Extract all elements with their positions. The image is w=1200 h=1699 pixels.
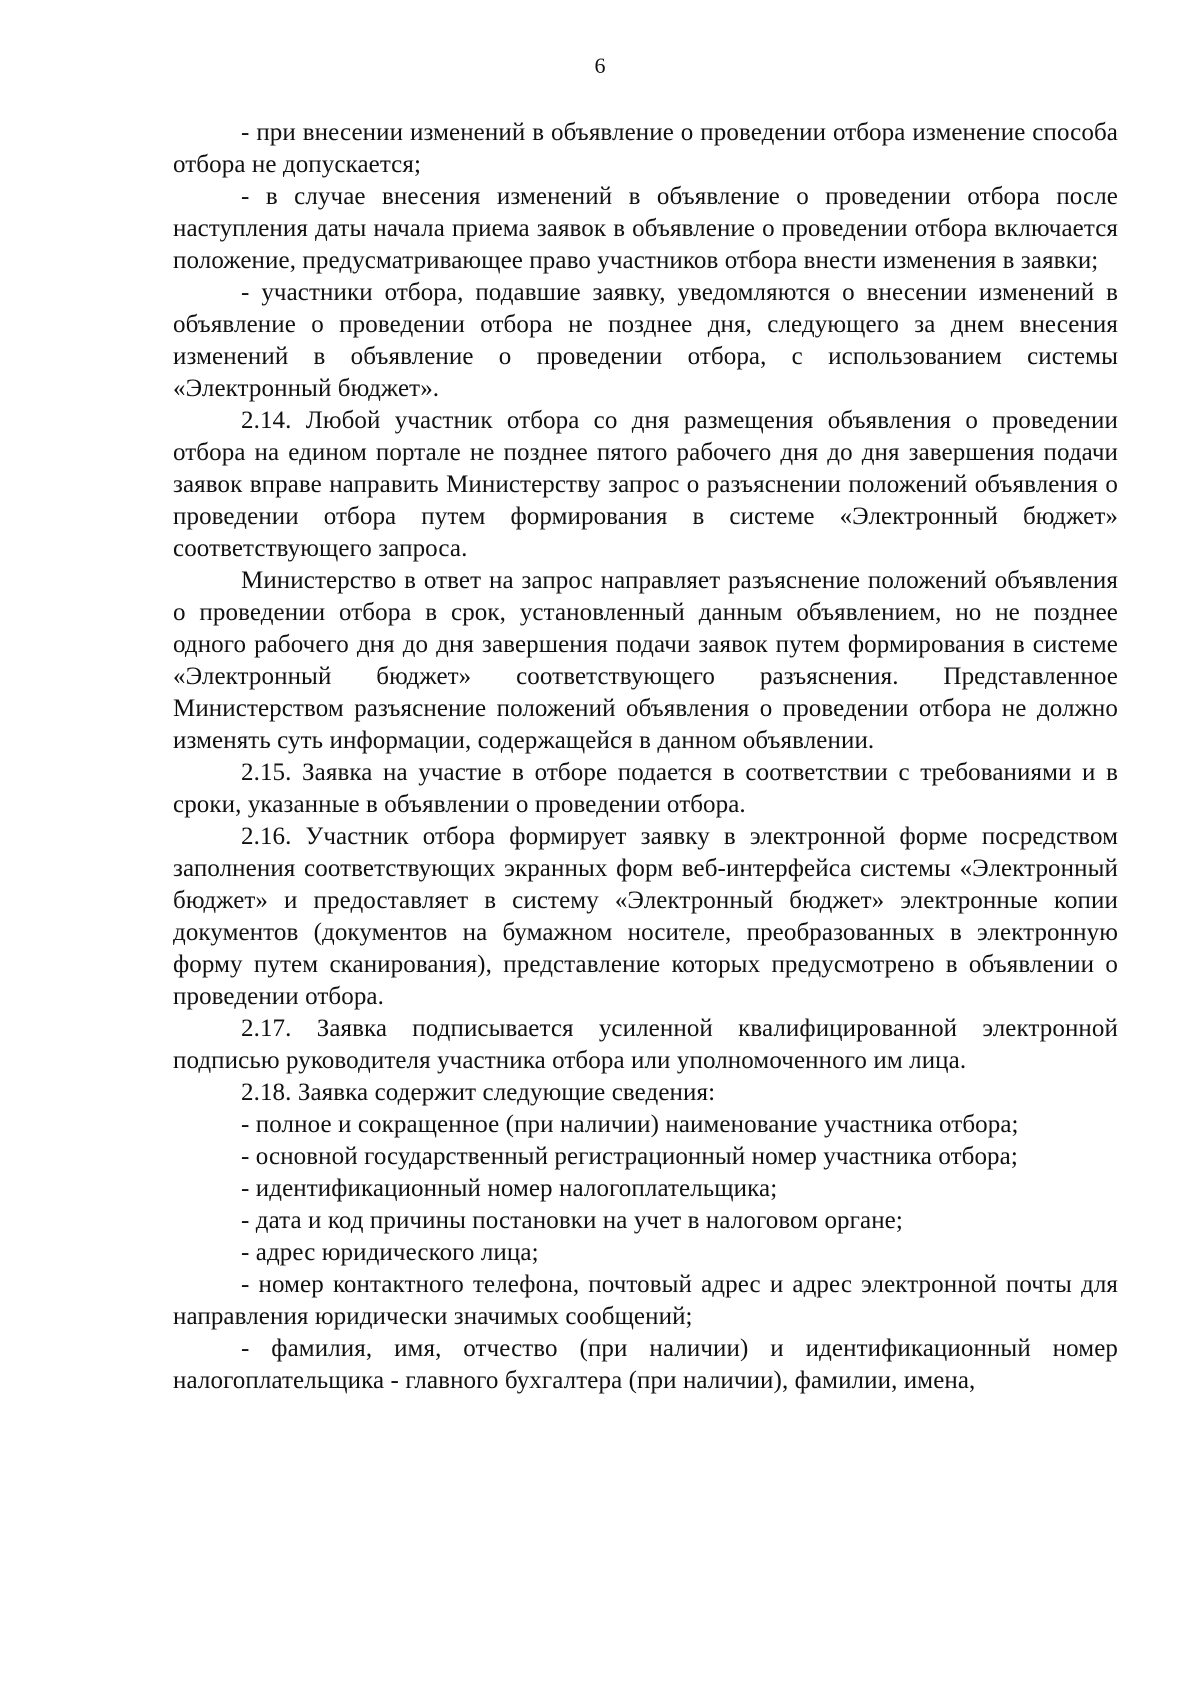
paragraph-2-14: 2.14. Любой участник отбора со дня размещения объявления о проведении отбора на едином портале не позднее пятого рабочего дня до дня завершения подачи заявок вправе направить Министерству запрос о разъяснении положений объявления о проведении отбора путем формирования в системе «Электронный бюджет» соответствующего запроса. [173, 407, 1118, 562]
paragraph-2-16: 2.16. Участник отбора формирует заявку в электронной форме посредством заполнения соответствующих экранных форм веб-интерфейса системы «Электронный бюджет» и предоставляет в систему «Электронный бюджет» электронные копии документов (документов на бумажном носителе, преобразованных в электронную форму путем сканирования), представление которых предусмотрено в объявлении о проведении отбора. [173, 823, 1118, 1010]
document-body [173, 117, 1118, 1397]
paragraph-2: - в случае внесения изменений в объявление о проведении отбора после наступления даты начала приема заявок в объявление о проведении отбора включается положение, предусматривающее право участников отбора внести изменения в заявки; [173, 183, 1118, 274]
list-item-accountant: - фамилия, имя, отчество (при наличии) и идентификационный номер налогоплательщика - главного бухгалтера (при наличии), фамилии, имена, [173, 1335, 1118, 1394]
list-item-inn: - идентификационный номер налогоплательщика; [241, 1175, 778, 1202]
list-item-kpp: - дата и код причины постановки на учет в налоговом органе; [241, 1207, 903, 1234]
list-item-ogrn: - основной государственный регистрационный номер участника отбора; [241, 1143, 1018, 1170]
list-item-address: - адрес юридического лица; [241, 1239, 539, 1266]
paragraph-1: - при внесении изменений в объявление о проведении отбора изменение способа отбора не допускается; [173, 119, 1118, 178]
page-number: 6 [594, 53, 606, 78]
list-item-name: - полное и сокращенное (при наличии) наименование участника отбора; [241, 1111, 1019, 1138]
list-item-contacts: - номер контактного телефона, почтовый адрес и адрес электронной почты для направления юридически значимых сообщений; [173, 1271, 1118, 1330]
paragraph-2-17: 2.17. Заявка подписывается усиленной квалифицированной электронной подписью руководителя участника отбора или уполномоченного им лица. [173, 1015, 1118, 1074]
paragraph-2-15: 2.15. Заявка на участие в отборе подается в соответствии с требованиями и в сроки, указанные в объявлении о проведении отбора. [173, 759, 1118, 818]
paragraph-3: - участники отбора, подавшие заявку, уведомляются о внесении изменений в объявление о проведении отбора не позднее дня, следующего за днем внесения изменений в объявление о проведении отбора, с использованием системы «Электронный бюджет». [173, 279, 1118, 402]
paragraph-2-18: 2.18. Заявка содержит следующие сведения: [241, 1079, 716, 1106]
paragraph-ministry-reply: Министерство в ответ на запрос направляет разъяснение положений объявления о проведении отбора в срок, установленный данным объявлением, но не позднее одного рабочего дня до дня завершения подачи заявок путем формирования в системе «Электронный бюджет» соответствующего разъяснения. Представленное Министерством разъяснение положений объявления о проведении отбора не должно изменять суть информации, содержащейся в данном объявлении. [173, 567, 1118, 754]
